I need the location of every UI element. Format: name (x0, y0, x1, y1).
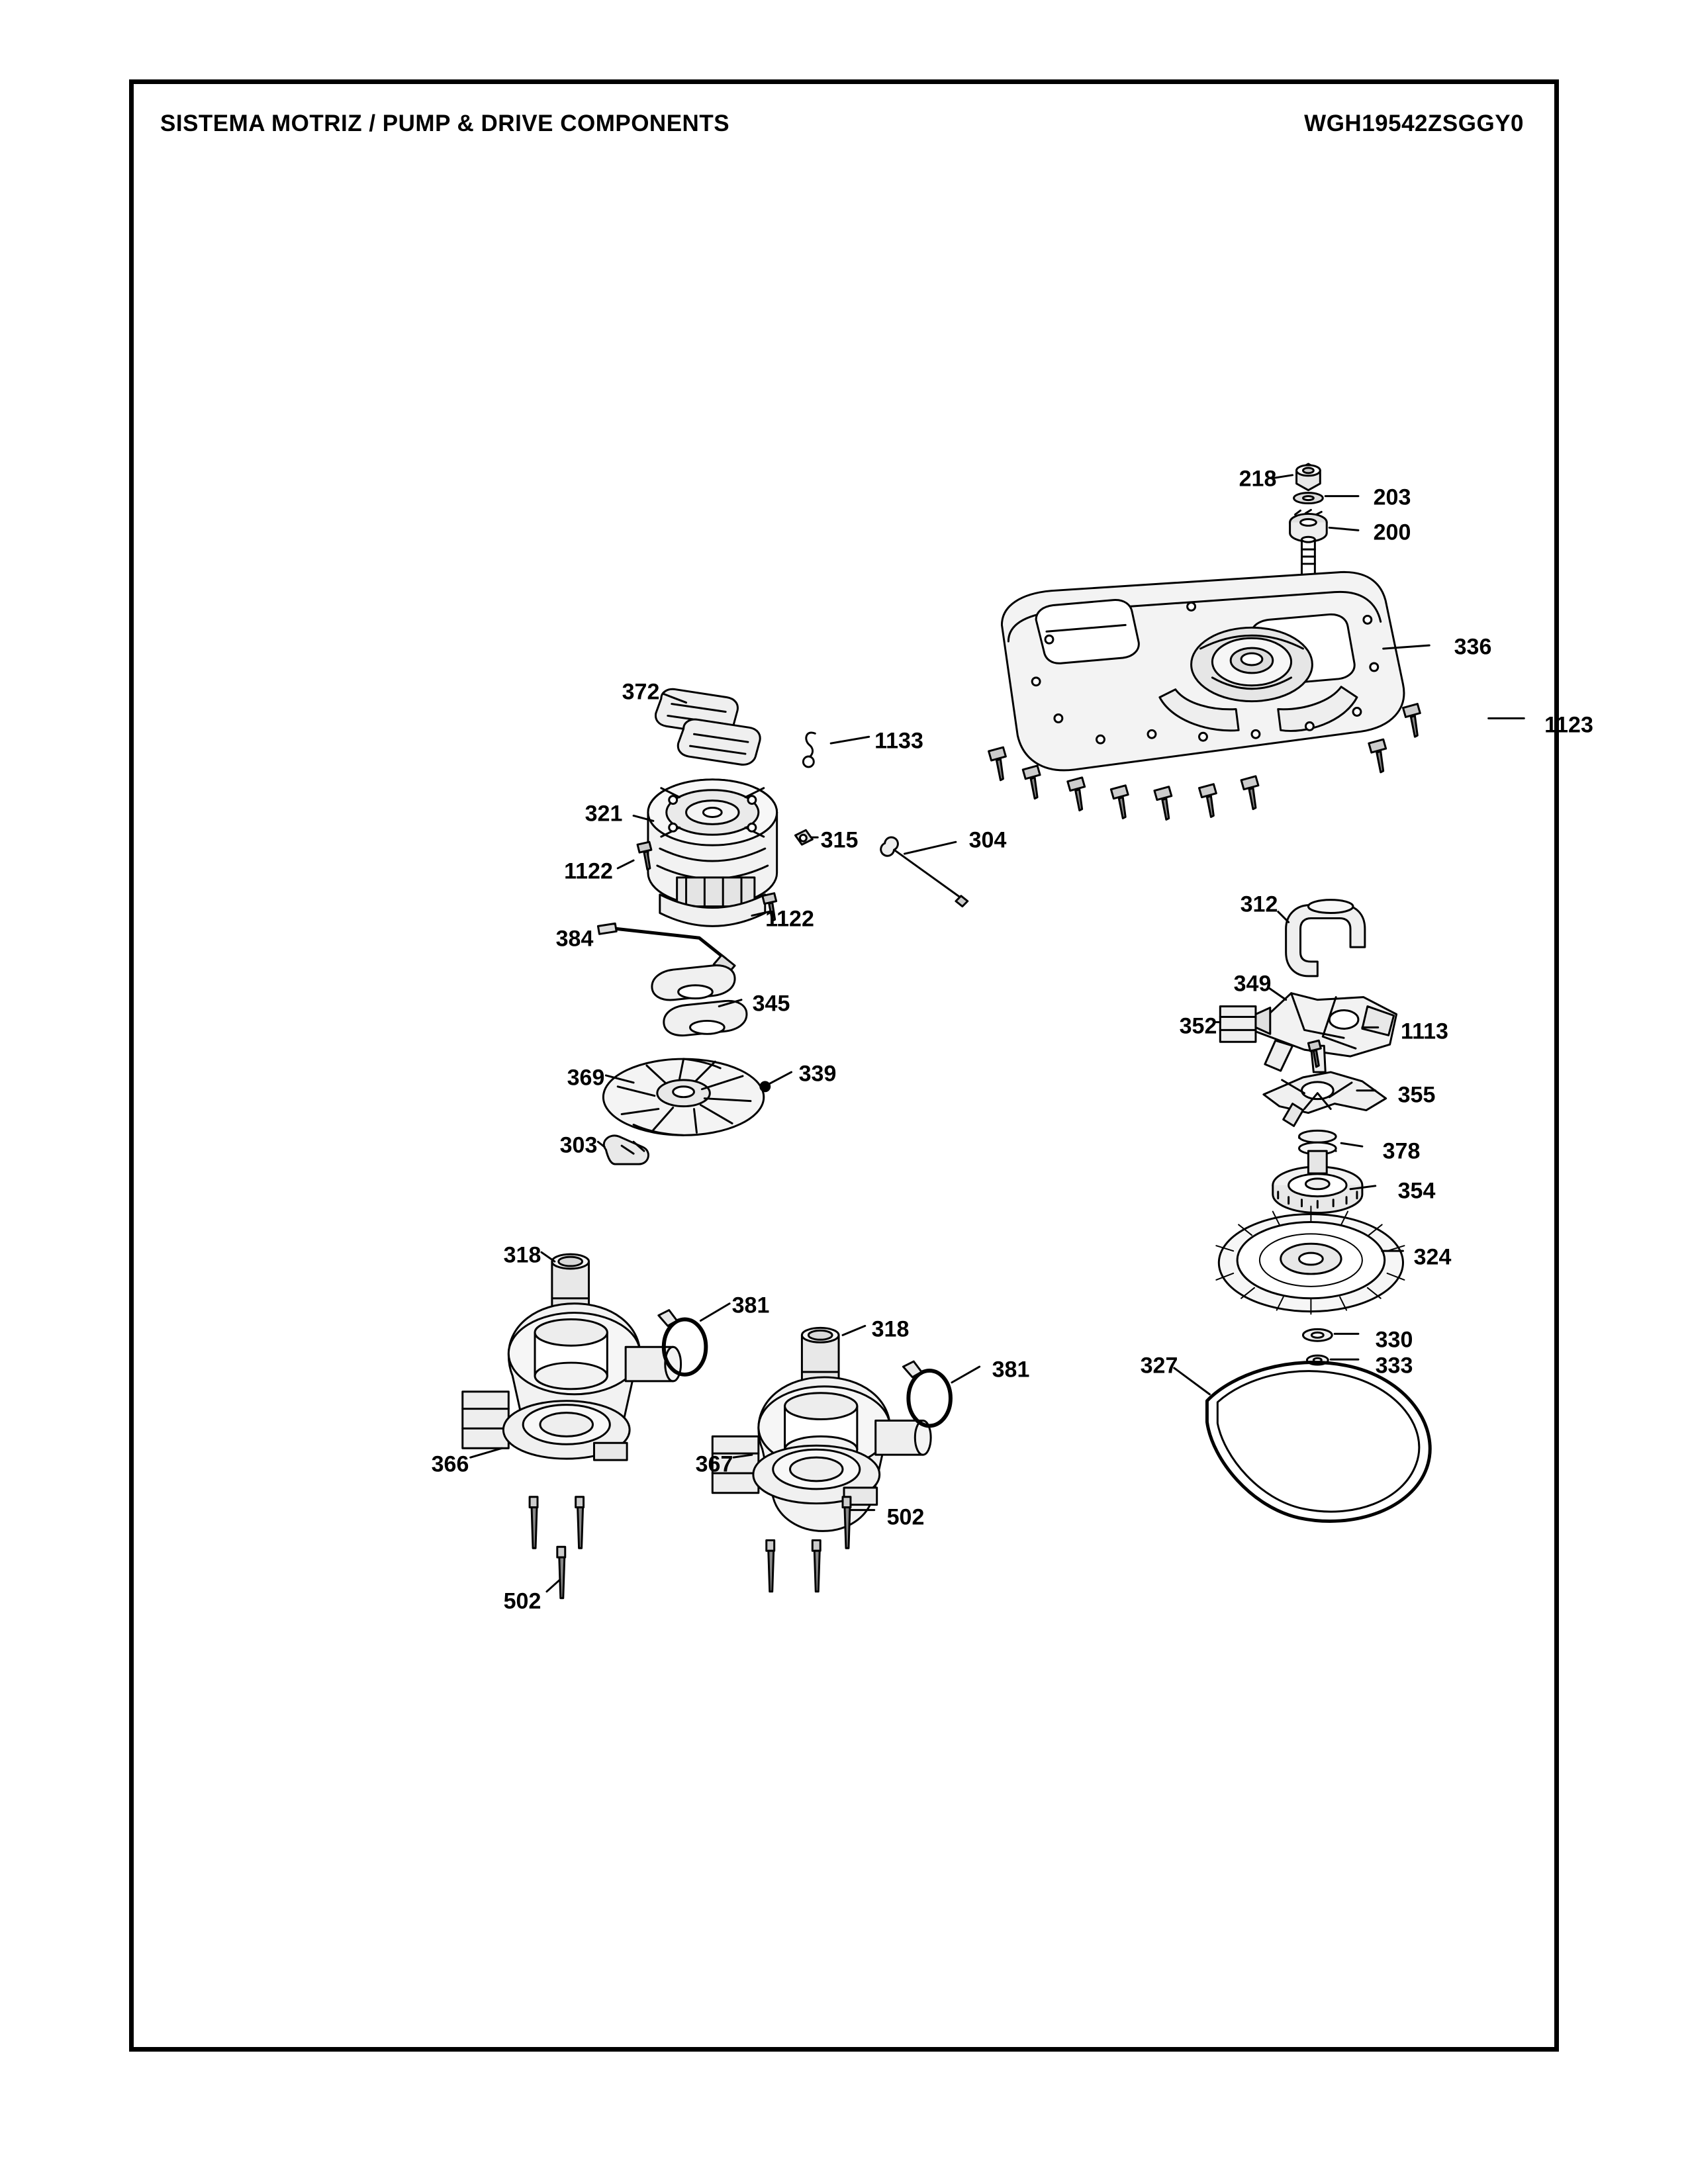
part-352-switch (1220, 1007, 1270, 1042)
callout-312: 312 (1240, 891, 1278, 917)
part-324-pulley (1216, 1206, 1404, 1314)
part-315-bushing (795, 830, 812, 844)
callout-330: 330 (1375, 1327, 1413, 1353)
part-345-pads (652, 966, 747, 1036)
exploded-parts-drawing (134, 84, 1554, 2047)
callout-1123: 1123 (1544, 712, 1593, 738)
callout-318-b: 318 (871, 1316, 910, 1342)
diagram-sheet (129, 79, 1593, 2052)
callout-372: 372 (622, 679, 660, 705)
callout-502-b: 502 (503, 1588, 541, 1614)
callout-1113: 1113 (1401, 1019, 1448, 1044)
callout-304: 304 (968, 827, 1007, 853)
part-218-nut (1297, 464, 1321, 490)
part-349-lever (1252, 993, 1397, 1072)
callout-333: 333 (1375, 1353, 1413, 1379)
part-369-fan (603, 1059, 763, 1135)
callout-349: 349 (1233, 971, 1272, 997)
part-303-clip (604, 1136, 648, 1164)
callout-336: 336 (1454, 634, 1492, 660)
callout-502-a: 502 (886, 1504, 925, 1530)
part-336-cover (1002, 572, 1403, 770)
callout-1133: 1133 (874, 728, 923, 754)
callout-321: 321 (585, 801, 623, 827)
part-327-belt (1207, 1363, 1430, 1522)
callout-345: 345 (752, 991, 790, 1017)
callout-355: 355 (1397, 1082, 1436, 1108)
callout-384: 384 (555, 926, 594, 952)
page-title: SISTEMA MOTRIZ / PUMP & DRIVE COMPONENTS (160, 111, 730, 136)
callout-354: 354 (1397, 1178, 1436, 1204)
callout-318-a: 318 (503, 1242, 541, 1268)
callout-203: 203 (1373, 484, 1411, 510)
callout-324: 324 (1413, 1244, 1452, 1270)
callout-381-b: 381 (992, 1357, 1030, 1383)
callout-315: 315 (820, 827, 859, 853)
callout-352: 352 (1179, 1013, 1217, 1039)
callout-339: 339 (798, 1061, 837, 1087)
callout-327: 327 (1140, 1353, 1178, 1379)
part-312-bracket (1286, 900, 1365, 976)
part-330-washer (1303, 1329, 1332, 1341)
callout-366: 366 (431, 1451, 469, 1477)
part-366-pump (463, 1304, 681, 1460)
part-381-clamp-right (903, 1361, 951, 1426)
part-354-gear (1273, 1151, 1362, 1212)
part-321-motor (648, 780, 777, 927)
callout-367: 367 (695, 1451, 733, 1477)
callout-1122-b: 1122 (765, 906, 814, 932)
callout-1122-a: 1122 (564, 858, 613, 884)
callout-378: 378 (1382, 1138, 1421, 1164)
part-1133-clip (803, 733, 815, 767)
callout-303: 303 (559, 1132, 598, 1158)
callout-218: 218 (1239, 466, 1277, 492)
callout-200: 200 (1373, 520, 1411, 545)
model-number: WGH19542ZSGGY0 (1304, 111, 1524, 136)
callout-381-a: 381 (731, 1293, 770, 1318)
part-372-brush (655, 689, 760, 764)
callout-369: 369 (567, 1065, 605, 1091)
part-304-rod (881, 837, 968, 906)
part-355-cam (1264, 1072, 1386, 1126)
part-203-washer (1294, 493, 1323, 504)
